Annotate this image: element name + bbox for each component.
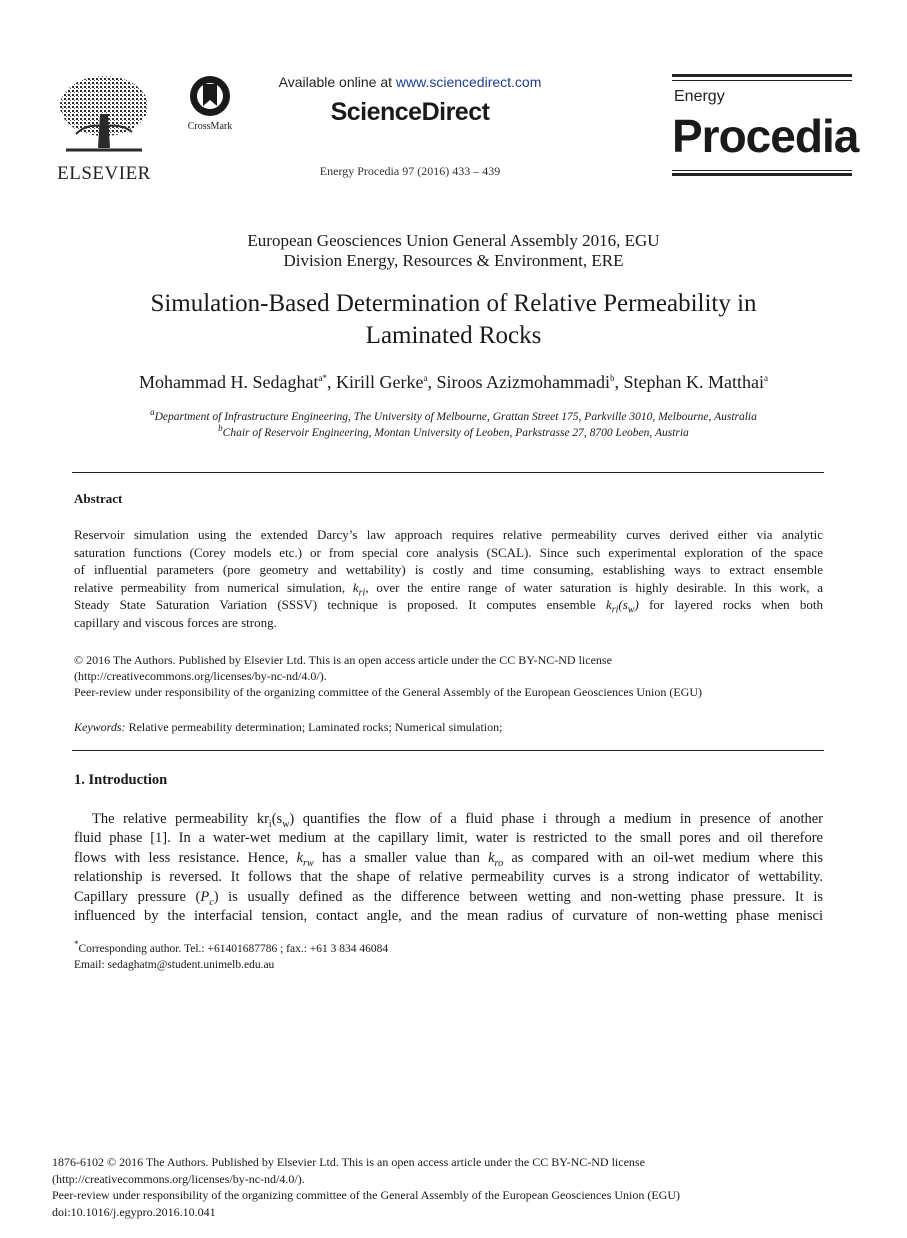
journal-energy: Energy xyxy=(674,88,725,105)
footer-issn-license: 1876-6102 © 2016 The Authors. Published by Elsevier Ltd. This is an open access article under the CC BY-NC-ND license xyxy=(52,1155,645,1169)
divider-top xyxy=(72,472,824,473)
license-line-1: © 2016 The Authors. Published by Elsevier Ltd. This is an open access article under the CC BY-NC-ND license xyxy=(74,653,612,667)
page-footer xyxy=(52,1154,872,1220)
keywords-label: Keywords: xyxy=(74,720,126,734)
elsevier-logo xyxy=(56,74,152,184)
section-heading-introduction: 1. Introduction xyxy=(74,772,168,788)
available-online xyxy=(260,74,560,90)
sciencedirect-wordmark: ScienceDirect xyxy=(330,98,490,126)
license-url[interactable]: (http://creativecommons.org/licenses/by-nc-nd/4.0/). xyxy=(74,669,327,683)
paper-title-line-2: Laminated Rocks xyxy=(365,322,542,349)
keywords-text: Relative permeability determination; Laminated rocks; Numerical simulation; xyxy=(125,720,503,734)
elsevier-wordmark: ELSEVIER xyxy=(57,163,151,184)
author-list xyxy=(0,372,907,393)
paper-title-line-1: Simulation-Based Determination of Relative Permeability in xyxy=(150,290,757,317)
affiliation-b: $^b$Chair of Reservoir Engineering, Montan University of Leoben, Parkstrasse 27, 8700 Leoben, Austria xyxy=(218,423,689,439)
footer-peer-review: Peer-review under responsibility of the organizing committee of the General Assembly of the European Geosciences Union (EGU) xyxy=(52,1188,681,1202)
author-2: Kirill Gerke$^a$, xyxy=(336,372,437,392)
abstract-heading: Abstract xyxy=(74,491,123,506)
footnote-email[interactable]: Email: sedaghatm@student.unimelb.edu.au xyxy=(74,959,275,971)
journal-procedia: Procedia xyxy=(672,110,859,162)
energy-procedia-logo xyxy=(672,74,859,178)
keywords xyxy=(74,720,502,735)
crossmark-icon xyxy=(188,74,232,118)
footer-license-url[interactable]: (http://creativecommons.org/licenses/by-nc-nd/4.0/). xyxy=(52,1171,305,1186)
author-3: Siroos Azizmohammadi$^b$, xyxy=(436,372,624,392)
journal-citation: Energy Procedia 97 (2016) 433 – 439 xyxy=(319,164,501,178)
sciencedirect-link[interactable]: www.sciencedirect.com xyxy=(395,74,542,90)
footer-doi[interactable]: doi:10.1016/j.egypro.2016.10.041 xyxy=(52,1204,216,1219)
available-prefix: Available online at xyxy=(278,74,396,90)
affiliation-a: $^a$Department of Infrastructure Engineering, The University of Melbourne, Grattan Street 175, Parkville 3010, Melbourne, Australia xyxy=(150,407,757,423)
elsevier-tree-icon xyxy=(56,74,152,156)
divider-bottom xyxy=(72,750,824,751)
crossmark-label: CrossMark xyxy=(187,121,233,132)
footnote-corresponding-author: *Corresponding author. Tel.: +61401687786 ; fax.: +61 3 834 46084 Email: sedaghatm@student.unimelb.edu.au xyxy=(74,939,389,971)
author-1: Mohammad H. Sedaghat$^{a*}$, xyxy=(139,372,337,392)
abstract-body: Reservoir simulation using the extended Darcy’s law approach requires relative permeability curves derived either via analytic saturation functions (Corey models etc.) or from special core analysis (SCAL). Since such experimental exploration of the space of influential parameters (pore geometry and wettability) is costly and time consuming, establishing ways to extract ensemble relative permeability from numerical simulation, $k_{ri}$, over the entire range of water saturation is highly desirable. In this work, a Steady State Saturation Variation (SSSV) technique is proposed. It computes ensemble $k_{ri}(s_w)$ for layered rocks when both capillary and viscous forces are strong. xyxy=(74,527,823,630)
introduction-body: The relative permeability $kr_i(s_w)$ quantifies the flow of a fluid phase i through a medium in presence of another fluid phase [1]. In a water-wet medium at the capillary limit, water is restricted to the small pores and oil therefore flows with less resistance. Hence, $k_{rw}$ has a smaller value than $k_{ro}$ as compared with an oil-wet medium where this relationship is reversed. It follows that the shape of relative permeability curves is a strong indicator of wettability. Capillary pressure $(P_c)$ is usually defined as the difference between wetting and non-wetting phase pressure. It is influenced by the interfacial tension, contact angle, and the mean radius of curvature of non-wetting phase menisci xyxy=(74,811,824,925)
author-4: Stephan K. Matthai$^a$ xyxy=(623,372,768,392)
conference-line-1: European Geosciences Union General Assembly 2016, EGU xyxy=(247,231,660,250)
crossmark-badge[interactable] xyxy=(182,74,238,134)
conference-line-2: Division Energy, Resources & Environment, ERE xyxy=(283,251,624,270)
license-block xyxy=(74,652,834,700)
license-peer-review: Peer-review under responsibility of the organizing committee of the General Assembly of the European Geosciences Union (EGU) xyxy=(74,685,703,699)
